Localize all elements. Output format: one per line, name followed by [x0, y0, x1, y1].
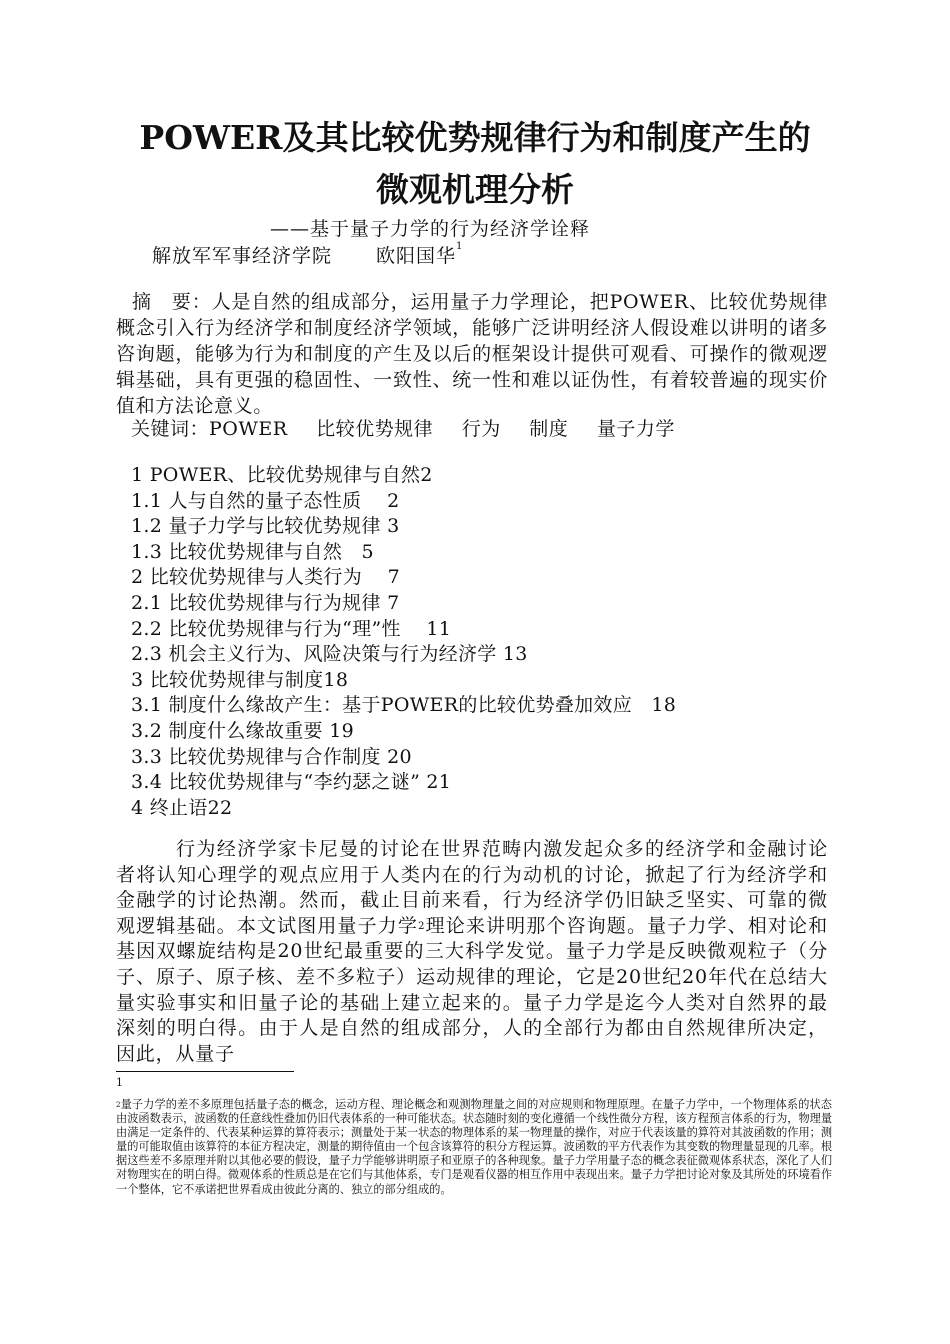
affiliation: 解放军军事经济学院 [152, 245, 333, 267]
document-subtitle: ——基于量子力学的行为经济学诠释 [270, 218, 591, 240]
keyword: 制度 [529, 418, 569, 440]
footnote-1: 1 [116, 1076, 123, 1089]
author-name: 欧阳国华 [376, 245, 457, 267]
toc-item[interactable]: 3 比较优势规律与制度18 [131, 668, 349, 691]
footnote-2 [116, 1098, 832, 1197]
keywords [131, 414, 675, 441]
body-paragraph [116, 837, 828, 1067]
toc-item[interactable]: 1.1 人与自然的量子态性质 2 [131, 489, 400, 512]
toc-item[interactable]: 2.2 比较优势规律与行为“理”性 11 [131, 617, 452, 640]
keyword: 量子力学 [596, 418, 675, 440]
keywords-label: 关键词：POWER [131, 418, 288, 440]
toc-item[interactable]: 4 终止语22 [131, 796, 233, 819]
toc-item[interactable]: 3.2 制度什么缘故重要 19 [131, 719, 354, 742]
toc-item[interactable]: 1 POWER、比较优势规律与自然2 [131, 464, 433, 486]
abstract: 摘 要：人是自然的组成部分，运用量子力学理论，把POWER、比较优势规律概念引入行为经济学和制度经济学领域，能够广泛讲明经济人假设难以讲明的诸多咨询题，能够为行为和制度的产生及以后的框架设计提供可观看、可操作的微观逻辑基础，具有更强的稳固性、一致性、统一性和难以证伪性，有着较普遍的现实价值和方法论意义。 [116, 291, 828, 417]
toc-item[interactable]: 3.4 比较优势规律与“李约瑟之谜” 21 [131, 771, 452, 794]
footnote-2-mark: 2 [116, 1101, 121, 1109]
toc-item[interactable]: 1.3 比较优势规律与自然 5 [131, 540, 374, 563]
table-of-contents [131, 463, 676, 821]
footnote-2-text: 量子力学的差不多原理包括量子态的概念，运动方程、理论概念和观测物理量之间的对应规则和物理原理。在量子力学中，一个物理体系的状态由波函数表示，波函数的任意线性叠加仍旧代表体系的一种可能状态。状态随时刻的变化遵循一个线性微分方程，该方程预言体系的行为，物理量由满足一定条件的、代表某种运算的算符表示；测量处于某一状态的物理体系的某一物理量的操作，对应于代表该量的算符对其波函数的作用；测量的可能取值由该算符的本征方程决定，测量的期待值由一个包含该算符的积分方程运算。波函数的平方代表作为其变数的物理量显现的几率。根据这些差不多原理并附以其他必要的假设，量子力学能够讲明原子和亚原子的各种现象。量子力学用量子态的概念表征微观体系状态，深化了人们对物理实在的明白得。微观体系的性质总是在它们与其他体系，专门是观看仪器的相互作用中表现出来。量子力学把讨论对象及其所处的环境看作一个整体，它不承诺把世界看成由彼此分离的、独立的部分组成的。 [116, 1098, 833, 1196]
document-title [100, 112, 850, 216]
body-footnote-mark: 2 [418, 920, 426, 932]
toc-item[interactable]: 1.2 量子力学与比较优势规律 3 [131, 515, 400, 538]
author-footnote-mark: 1 [456, 241, 464, 252]
toc-item[interactable]: 2.1 比较优势规律与行为规律 7 [131, 591, 400, 614]
body-text-part-1: 行为经济学家卡尼曼的讨论在世界范畴内激发起众多的经济学和金融讨论者将认知心理学的观点应用于人类内在的行为动机的讨论，掀起了行为经济学和金融学的讨论热潮。然而，截止目前来看，行为经济学仍旧缺乏坚实、可靠的微观逻辑基础。本文试图用量子力学 [116, 838, 828, 937]
footnote-separator [116, 1071, 294, 1072]
toc-item[interactable]: 3.3 比较优势规律与合作制度 20 [131, 745, 412, 768]
title-line-1: POWER及其比较优势规律行为和制度产生的 [139, 118, 811, 157]
body-text-part-2: 理论来讲明那个咨询题。量子力学、相对论和基因双螺旋结构是20世纪最重要的三大科学发觉。量子力学是反映微观粒子（分子、原子、原子核、差不多粒子）运动规律的理论，它是20世纪20年代在总结大量实验事实和旧量子论的基础上建立起来的。量子力学是迄今人类对自然界的最深刻的明白得。由于人是自然的组成部分，人的全部行为都由自然规律所决定，因此，从量子 [116, 914, 828, 1065]
author-line [152, 241, 463, 268]
toc-item[interactable]: 2.3 机会主义行为、风险决策与行为经济学 13 [131, 643, 528, 666]
toc-item[interactable]: 3.1 制度什么缘故产生：基于POWER的比较优势叠加效应 18 [131, 694, 677, 717]
title-line-2: 微观机理分析 [376, 170, 574, 209]
keyword: 比较优势规律 [316, 418, 434, 440]
toc-item[interactable]: 2 比较优势规律与人类行为 7 [131, 566, 401, 589]
keyword: 行为 [461, 418, 501, 440]
